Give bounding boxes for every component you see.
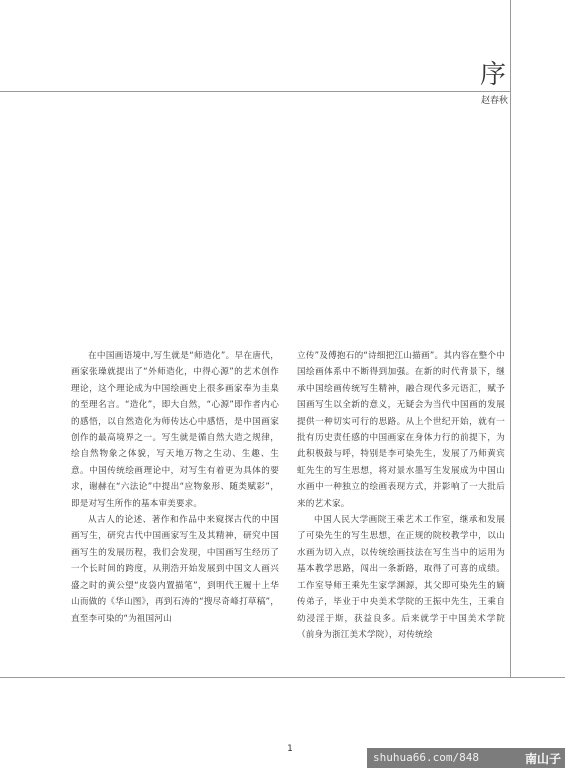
watermark-url: shuhua66.com/848 — [373, 751, 479, 764]
paragraph: 立传”及傅抱石的“诗细把江山描画”。其内容在整个中国绘画体系中不断得到加强。在新的时代背景下，继承中国绘画传统写生精神，融合现代多元语汇，赋予国画写生以全新的意义，无疑会为当代中国画的发展提供一种切实可行的思路。从上个世纪开始，就有一批有历史责任感的中国画家在身体力行的前提下，为此积极鼓与呼，特别是李可染先生，发展了乃师黄宾虹先生的写生思想，将对景水墨写生发展成为中国山水画中一种独立的绘画表现方式，并影响了一大批后来的艺术家。 — [297, 351, 505, 509]
margin-rule — [510, 0, 511, 677]
watermark — [367, 748, 565, 768]
header-rule — [0, 91, 510, 92]
page-number: 1 — [287, 744, 293, 754]
author-name: 赵春秋 — [480, 96, 508, 106]
paragraph: 在中国画语境中,写生就是“师造化”。早在唐代，画家张璪就提出了“外师造化，中得心源”的艺术创作理论，这个理论成为中国绘画史上很多画家奉为圭臬的至理名言。“造化”，即大自然，“心源”即作者内心的感悟，以自然造化为师传达心中感悟，是中国画家创作的最高境界之一。写生就是循自然大造之规律，绘自然物象之体貌，写天地万物之生动、生趣、生意。中国传统绘画理论中，对写生有着更为具体的要求，谢赫在“六法论”中提出“应物象形、随类赋彩”，即是对写生所作的基本审美要求。 — [71, 351, 279, 509]
page-title: 序 — [479, 60, 506, 90]
text-column-left — [71, 348, 279, 627]
watermark-brand: 南山子 — [524, 752, 561, 766]
text-column-right — [297, 348, 505, 643]
footer-rule — [0, 677, 565, 678]
paragraph: 从古人的论述、著作和作品中来窥探古代的中国画写生，研究古代中国画家写生及其精神，研究中国画写生的发展历程，我们会发现，中国画写生经历了一个长时间的跨度，从荆浩开始发展到中国文人画兴盛之时的黄公望“皮袋内置描笔”，到明代王履十上华山而做的《华山图》，再到石涛的“搜尽奇峰打草稿”，直至李可染的“为祖国河山 — [71, 515, 279, 624]
paragraph: 中国人民大学画院王乘艺术工作室，继承和发展了可染先生的写生思想，在正规的院校教学中，以山水画为切入点，以传统绘画技法在写生当中的运用为基本教学思路，闯出一条新路，取得了可喜的成绩。工作室导师王乘先生家学渊源，其父即可染先生的嫡传弟子，毕业于中央美术学院的王振中先生，王乘自幼浸淫于斯，获益良多。后来就学于中国美术学院（前身为浙江美术学院），对传统绘 — [297, 515, 505, 640]
